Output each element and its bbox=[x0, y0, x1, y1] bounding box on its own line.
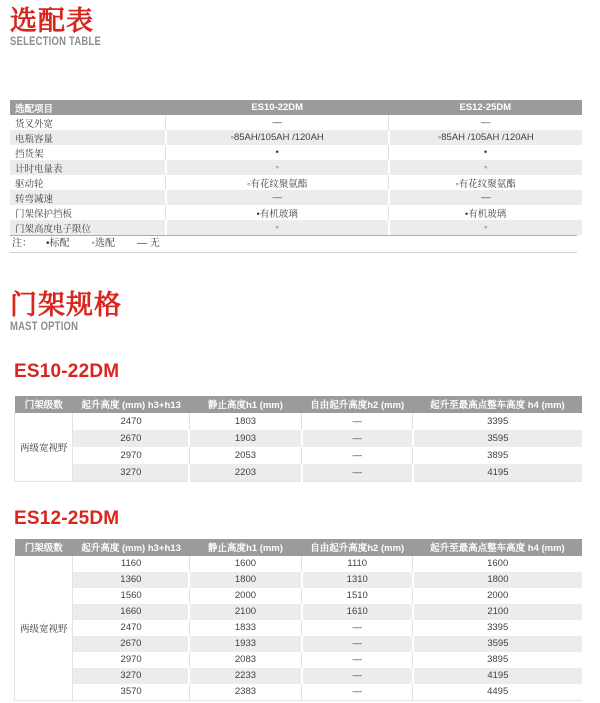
option-label: 挡货架 bbox=[15, 148, 44, 160]
mast-row bbox=[15, 447, 583, 464]
option-label: 门架保护挡板 bbox=[15, 208, 73, 220]
mast-value: 3395 bbox=[413, 620, 582, 636]
mast-value: 2970 bbox=[120, 449, 142, 461]
selection-table bbox=[10, 100, 582, 235]
model-title-es10-22dm: ES10-22DM bbox=[14, 360, 120, 382]
mast-value: 2100 bbox=[189, 604, 301, 620]
mast-table-body bbox=[15, 413, 583, 482]
mast-col-header-0: 门架级数 bbox=[15, 539, 73, 556]
mast-value: 1360 bbox=[73, 572, 189, 588]
mast-row bbox=[15, 684, 583, 701]
mast-value: — bbox=[302, 684, 413, 701]
note-legend-optional: ◦选配 bbox=[91, 238, 116, 250]
mast-value: 2203 bbox=[189, 464, 301, 482]
option-value: •有机玻璃 bbox=[166, 205, 389, 220]
selection-col-header-model2: ES12-25DM bbox=[389, 100, 582, 115]
selection-row bbox=[10, 130, 582, 145]
mast-value: 1560 bbox=[120, 590, 142, 602]
option-value: ◦有花纹聚氨酯 bbox=[166, 175, 389, 190]
note-legend-none: — 无 bbox=[137, 238, 160, 250]
mast-type-cell: 两级宽视野 bbox=[15, 556, 73, 701]
mast-value: 1660 bbox=[73, 604, 189, 620]
option-value: • bbox=[389, 145, 582, 160]
mast-row bbox=[15, 413, 583, 430]
option-label: 转弯减速 bbox=[15, 193, 54, 205]
note-prefix: 注： bbox=[12, 238, 32, 250]
selection-header-row bbox=[10, 100, 582, 115]
selection-row bbox=[10, 145, 582, 160]
option-value: ◦ bbox=[166, 220, 389, 235]
selection-col-header-model1: ES10-22DM bbox=[166, 100, 389, 115]
mast-value: 1903 bbox=[189, 430, 301, 447]
mast-value: 2100 bbox=[413, 604, 582, 620]
mast-table-head bbox=[15, 539, 583, 556]
mast-value: 1833 bbox=[189, 620, 301, 636]
mast-value: 2083 bbox=[189, 652, 301, 668]
mast-value: 1510 bbox=[302, 588, 413, 604]
mast-header-row bbox=[15, 539, 583, 556]
mast-value: 2470 bbox=[73, 413, 189, 430]
option-value: •有机玻璃 bbox=[389, 205, 582, 220]
mast-table-head bbox=[15, 396, 583, 413]
model-title-es12-25dm: ES12-25DM bbox=[14, 507, 120, 529]
option-value: — bbox=[166, 190, 389, 205]
mast-value: 1800 bbox=[189, 572, 301, 588]
selection-section-header bbox=[0, 0, 600, 48]
option-label: 计时电量表 bbox=[15, 163, 63, 175]
option-value: — bbox=[389, 190, 582, 205]
mast-value: 2670 bbox=[73, 636, 189, 652]
mast-title-en: MAST OPTION bbox=[10, 320, 79, 333]
option-value: ◦85AH/105AH /120AH bbox=[166, 130, 389, 145]
mast-col-header-3: 自由起升高度h2 (mm) bbox=[302, 396, 413, 413]
mast-col-header-3: 自由起升高度h2 (mm) bbox=[302, 539, 413, 556]
mast-value: 1310 bbox=[302, 572, 413, 588]
mast-value: — bbox=[302, 636, 413, 652]
mast-col-header-0: 门架级数 bbox=[15, 396, 73, 413]
mast-value: 2000 bbox=[413, 588, 582, 604]
mast-row bbox=[15, 572, 583, 588]
mast-type-cell: 两级宽视野 bbox=[15, 413, 73, 482]
mast-value: 3395 bbox=[413, 413, 582, 430]
option-value: ◦ bbox=[389, 220, 582, 235]
mast-value: 4195 bbox=[413, 464, 582, 482]
mast-value: — bbox=[302, 430, 413, 447]
mast-value: 3270 bbox=[73, 464, 189, 482]
mast-row bbox=[15, 556, 583, 572]
mast-value: 2383 bbox=[189, 684, 301, 701]
mast-value: 4495 bbox=[413, 684, 582, 701]
mast-value: 1610 bbox=[302, 604, 413, 620]
option-value: ◦85AH /105AH /120AH bbox=[389, 130, 582, 145]
mast-value: 2970 bbox=[120, 654, 142, 666]
mast-value: 2053 bbox=[189, 447, 301, 464]
mast-value: — bbox=[302, 652, 413, 668]
mast-value: — bbox=[302, 447, 413, 464]
mast-row bbox=[15, 636, 583, 652]
mast-value: 1800 bbox=[413, 572, 582, 588]
option-label: 驱动轮 bbox=[15, 178, 44, 190]
option-label: 电瓶容量 bbox=[15, 133, 54, 145]
selection-row bbox=[10, 160, 582, 175]
option-value: ◦ bbox=[166, 160, 389, 175]
selection-table-head bbox=[10, 100, 582, 115]
selection-title-en: SELECTION TABLE bbox=[10, 36, 102, 49]
selection-row bbox=[10, 115, 582, 130]
mast-value: 2000 bbox=[189, 588, 301, 604]
option-value: • bbox=[166, 145, 389, 160]
mast-row bbox=[15, 430, 583, 447]
selection-table-body bbox=[10, 115, 582, 235]
mast-value: — bbox=[302, 668, 413, 684]
option-label: 门架高度电子限位 bbox=[15, 223, 92, 235]
selection-note bbox=[10, 235, 577, 253]
mast-value: 4195 bbox=[413, 668, 582, 684]
mast-col-header-1: 起升高度 (mm) h3+h13 bbox=[73, 539, 189, 556]
mast-value: 3595 bbox=[413, 430, 582, 447]
mast-row bbox=[15, 652, 583, 668]
mast-table-es12-25dm bbox=[14, 539, 582, 701]
mast-value: — bbox=[302, 413, 413, 430]
mast-value: 3570 bbox=[120, 686, 142, 698]
mast-row bbox=[15, 620, 583, 636]
mast-value: 1803 bbox=[189, 413, 301, 430]
option-value: ◦ bbox=[389, 160, 582, 175]
mast-value: 1160 bbox=[73, 556, 189, 572]
selection-row bbox=[10, 175, 582, 190]
option-value: ◦有花纹聚氨酯 bbox=[389, 175, 582, 190]
mast-value: 2233 bbox=[189, 668, 301, 684]
mast-header-row bbox=[15, 396, 583, 413]
mast-table-body bbox=[15, 556, 583, 701]
mast-col-header-2: 静止高度h1 (mm) bbox=[189, 396, 301, 413]
selection-row bbox=[10, 205, 582, 220]
mast-row bbox=[15, 668, 583, 684]
mast-value: 3895 bbox=[413, 447, 582, 464]
selection-title-cn: 选配表 bbox=[10, 6, 94, 36]
mast-value: 2470 bbox=[120, 622, 142, 634]
mast-value: 3270 bbox=[73, 668, 189, 684]
selection-col-header-item: 选配项目 bbox=[10, 100, 166, 115]
selection-row bbox=[10, 190, 582, 205]
mast-value: 2670 bbox=[73, 430, 189, 447]
mast-row bbox=[15, 604, 583, 620]
mast-section-header bbox=[0, 291, 600, 332]
mast-value: 3895 bbox=[413, 652, 582, 668]
mast-title-cn: 门架规格 bbox=[10, 290, 122, 321]
option-value: — bbox=[389, 115, 582, 130]
mast-col-header-1: 起升高度 (mm) h3+h13 bbox=[73, 396, 189, 413]
mast-row bbox=[15, 588, 583, 604]
mast-value: — bbox=[302, 464, 413, 482]
mast-value: 3595 bbox=[413, 636, 582, 652]
mast-value: 1110 bbox=[302, 556, 413, 572]
mast-value: — bbox=[302, 620, 413, 636]
mast-col-header-4: 起升至最高点整车高度 h4 (mm) bbox=[413, 396, 582, 413]
mast-col-header-2: 静止高度h1 (mm) bbox=[189, 539, 301, 556]
option-value: — bbox=[166, 115, 389, 130]
mast-value: 1600 bbox=[413, 556, 582, 572]
note-legend-standard: •标配 bbox=[46, 238, 70, 250]
option-label: 货叉外宽 bbox=[15, 118, 54, 130]
mast-value: 1600 bbox=[189, 556, 301, 572]
mast-row bbox=[15, 464, 583, 482]
mast-col-header-4: 起升至最高点整车高度 h4 (mm) bbox=[413, 539, 582, 556]
mast-table-es10-22dm bbox=[14, 396, 582, 482]
selection-row bbox=[10, 220, 582, 235]
mast-value: 1933 bbox=[189, 636, 301, 652]
